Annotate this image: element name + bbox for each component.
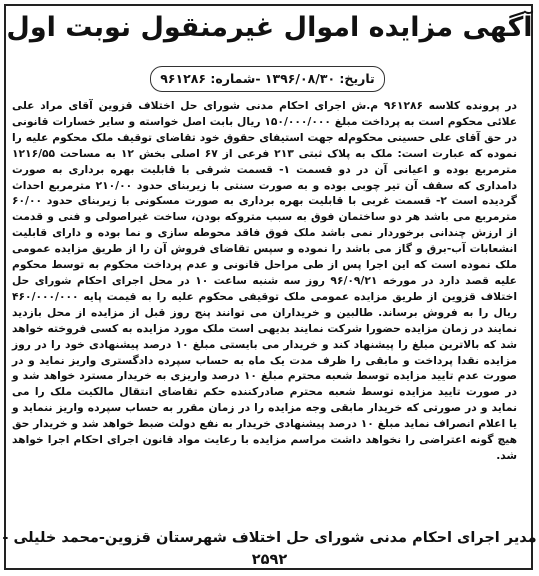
notice-signature: مدیر اجرای احکام مدنی شورای حل اختلاف شهرستان قزوین-محمد خلیلی - ۲۵۹۲	[2, 530, 537, 568]
notice-body	[12, 98, 517, 464]
notice-title: آگهی مزایده اموال غیرمنقول نوبت اول	[6, 12, 533, 43]
date-and-number-box: تاریخ: ۱۳۹۶/۰۸/۳۰ -شماره: ۹۶۱۲۸۶	[150, 66, 385, 92]
notice-body-text: در پرونده کلاسه ۹۶۱۲۸۶ م.ش اجرای احکام مدنی شورای حل اختلاف قزوین آقای مراد علی علائی محکوم است به پرداخت مبلغ ۱۵۰/۰۰۰/۰۰۰ ریال بابت اصل خواسته و سایر خسارات قانونی در حق آقای علی حسینی محکوم‌له جهت استیفای حقوق خود تقاضای توقیف ملک محکوم علیه را نموده که عبارت است: ملک به پلاک ثبتی ۲۱۳ فرعی از ۶۷ اصلی بخش ۱۲ به مساحت ۱۲۱۶/۵۵ مترمربع بوده و اعیانی آن در دو قسمت ۱- قسمت شرقی با قابلیت بهره برداری به صورت دامداری که سقف آن تیر چوبی بوده و به صورت سنتی با زیربنای حدود ۲۱۰/۰۰ مترمربع احداث گردیده است ۲- قسمت غربی با قابلیت بهره برداری به صورت مسکونی با زیربنای حدود ۶۰/۰۰ مترمربع می باشد هر دو ساختمان فوق به سبب متروکه بودن، ساخت غیراصولی و فنی و قدمت از ارزش چندانی برخوردار نمی باشد ملک فوق فاقد محوطه سازی و نما بوده و دارای قابلیت انشعابات آب-برق و گاز می باشد را نموده و سپس تقاضای فروش آن را از طریق مزایده عمومی ملک نموده است که این اجرا پس از طی مراحل قانونی و عدم پرداخت محکوم به توسط محکوم علیه قصد دارد در مورخه ۹۶/۰۹/۲۱ روز سه شنبه ساعت ۱۰ در محل اجرای احکام شورای حل اختلاف قزوین از طریق مزایده عمومی ملک توقیفی محکوم علیه را به قیمت پایه ۴۶۰/۰۰۰/۰۰۰ ریال را به فروش برساند. طالبین و خریداران می توانند پنج روز قبل از مزایده از محل بازدید نمایند در زمان مزایده حضورا شرکت نمایند بدیهی است ملک مورد مزایده به کسی فروخته خواهد شد که بالاترین مبلغ را پیشنهاد کند و خریدار می بایستی مبلغ ۱۰ درصد پیشنهادی خود را در روز مزایده نقدا پرداخت و مابقی را ظرف مدت یک ماه به حساب سپرده دادگستری واریز نماید و در صورت عدم تایید مزایده توسط شعبه محترم مبلغ ۱۰ درصد واریزی به خریدار مسترد خواهد شد و در صورت تایید مزایده توسط شعبه محترم صادرکننده حکم تقاضای انتقال مالکیت ملک را می نماید و در صورتی که خریدار مابقی وجه مزایده را در زمان مقرر به حساب سپرده واریز ننماید و یا اعلام انصراف نماید مبلغ ۱۰ درصد پیشنهادی خریدار به نفع دولت ضبط خواهد شد و خریدار حق هیچ گونه اعتراضی را نخواهد داشت مراسم مزایده با رعایت مواد قانون اجرای احکام اجرا خواهد شد.	[12, 99, 518, 462]
